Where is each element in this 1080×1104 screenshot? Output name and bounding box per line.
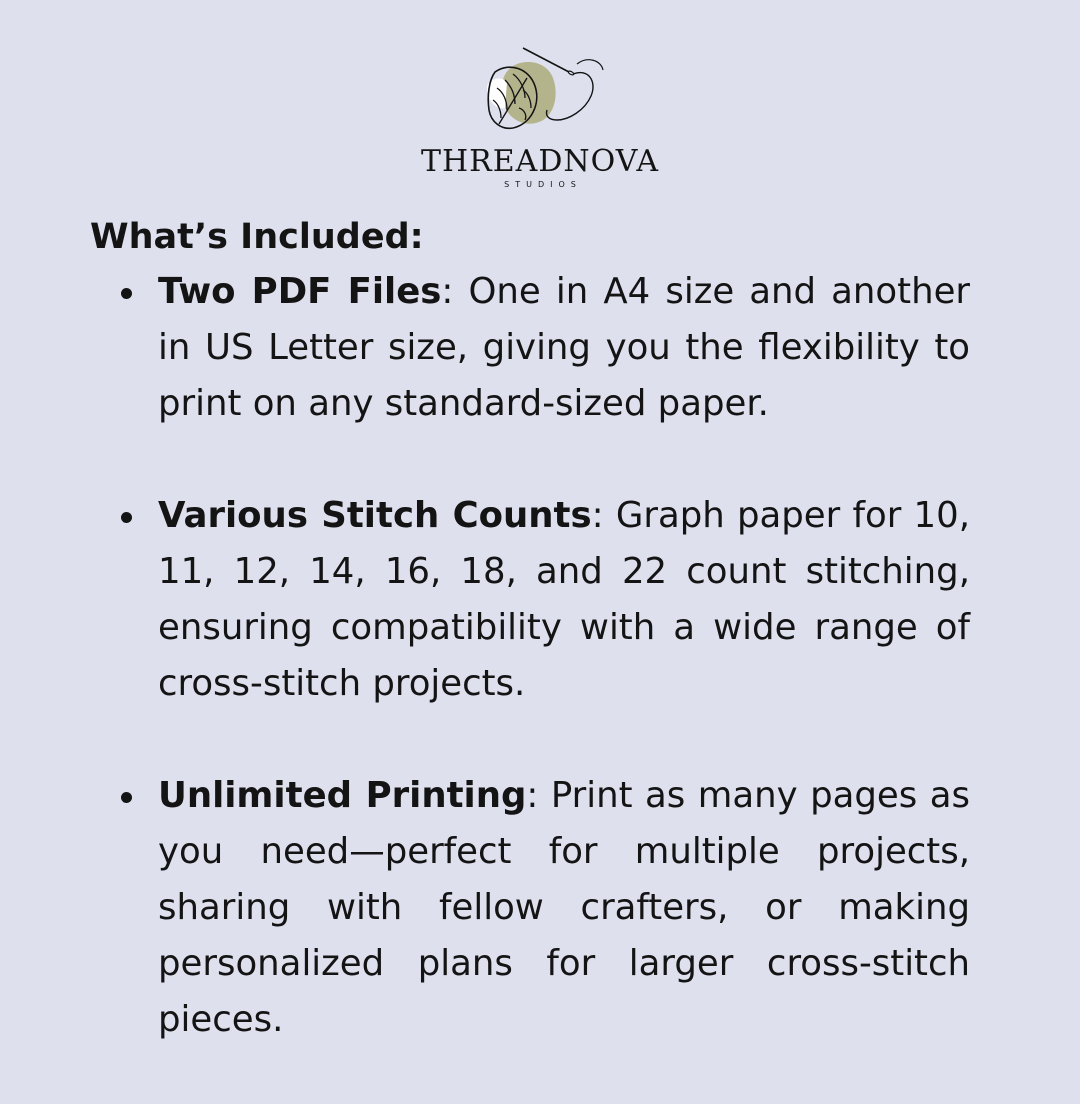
brand-subtitle: STUDIOS xyxy=(504,180,582,189)
list-item: Unlimited Printing: Print as many pages as you need—perfect for multiple projects, sharing with fellow crafters, or making personalized plans for larger cross-stitch pieces. xyxy=(158,768,970,1048)
feature-title: Unlimited Printing xyxy=(158,775,527,816)
feature-description: Print as many pages as you need—perfect for multiple projects, sharing with fellow crafters, or making personalized plans for larger cross-stitch pieces. xyxy=(158,775,970,1040)
feature-title: Various Stitch Counts xyxy=(158,495,592,536)
list-item: Various Stitch Counts: Graph paper for 10, 11, 12, 14, 16, 18, and 22 count stitching, ensuring compatibility with a wide range of cross-stitch projects. xyxy=(158,488,970,712)
brand-name: THREADNOVA xyxy=(421,144,659,179)
feature-list xyxy=(158,264,970,1104)
brand-logo xyxy=(0,38,1080,190)
feature-title: Two PDF Files xyxy=(158,271,442,312)
bullet-dot-icon xyxy=(121,288,132,299)
feature-description: Graph paper for 10, 11, 12, 14, 16, 18, and 22 count stitching, ensuring compatibility with a wide range of cross-stitch projects. xyxy=(158,495,970,704)
bullet-dot-icon xyxy=(121,792,132,803)
monstera-needle-logo-icon xyxy=(465,38,615,142)
bullet-dot-icon xyxy=(121,512,132,523)
feature-description: One in A4 size and another in US Letter size, giving you the flexibility to print on any standard-sized paper. xyxy=(158,271,971,424)
section-heading: What’s Included: xyxy=(90,217,424,257)
list-item: Two PDF Files: One in A4 size and another in US Letter size, giving you the flexibility to print on any standard-sized paper. xyxy=(158,264,970,432)
